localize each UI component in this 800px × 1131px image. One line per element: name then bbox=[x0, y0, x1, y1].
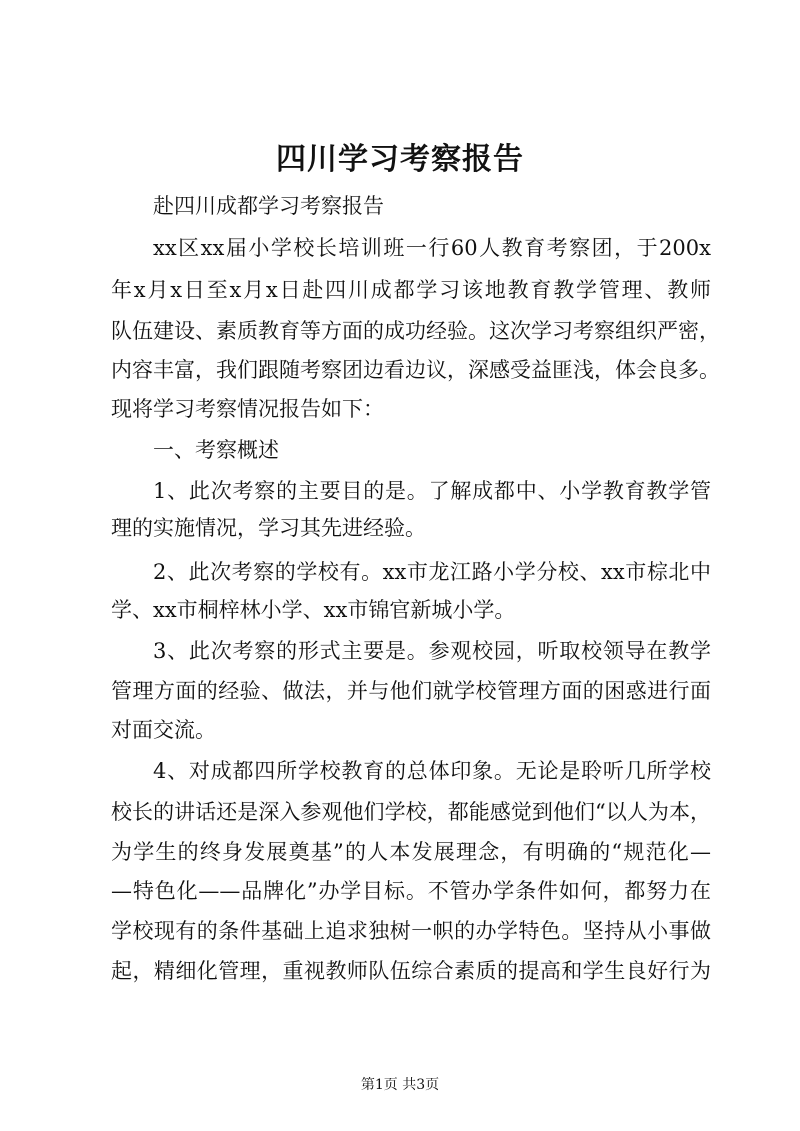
text-line: 赴四川成都学习考察报告 bbox=[153, 194, 384, 218]
document-title: 四川学习考察报告 bbox=[276, 142, 524, 177]
page-footer: 第1页 共3页 bbox=[360, 1077, 440, 1093]
text-line: 起，精细化管理，重视教师队伍综合素质的提高和学生良好行为 bbox=[111, 959, 711, 983]
text-line: 学、xx市桐梓林小学、xx市锦官新城小学。 bbox=[111, 598, 516, 622]
text-line: 管理方面的经验、做法，并与他们就学校管理方面的困惑进行面 bbox=[111, 679, 711, 703]
text-line: xx区xx届小学校长培训班一行60人教育考察团，于200x bbox=[153, 236, 711, 260]
text-line: 为学生的终身发展奠基”的人本发展理念，有明确的“规范化— bbox=[111, 840, 711, 864]
text-line: 队伍建设、素质教育等方面的成功经验。这次学习考察组织严密， bbox=[111, 319, 720, 343]
text-line: 3、此次考察的形式主要是。参观校园，听取校领导在教学 bbox=[153, 639, 711, 663]
text-line: —特色化——品牌化”办学目标。不管办学条件如何，都努力在 bbox=[111, 879, 711, 903]
text-line: 学校现有的条件基础上追求独树一帜的办学特色。坚持从小事做 bbox=[111, 919, 711, 943]
text-line: 年x月x日至x月x日赴四川成都学习该地教育教学管理、教师 bbox=[111, 278, 711, 302]
text-line: 校长的讲话还是深入参观他们学校，都能感觉到他们“以人为本， bbox=[111, 800, 711, 824]
text-line: 2、此次考察的学校有。xx市龙江路小学分校、xx市棕北中 bbox=[153, 560, 711, 584]
text-line: 内容丰富，我们跟随考察团边看边议，深感受益匪浅，体会良多。 bbox=[111, 358, 720, 382]
text-line: 对面交流。 bbox=[111, 718, 216, 742]
text-line: 理的实施情况，学习其先进经验。 bbox=[111, 516, 426, 540]
section-heading: 一、考察概述 bbox=[153, 438, 279, 462]
text-line: 4、对成都四所学校教育的总体印象。无论是聆听几所学校 bbox=[153, 759, 711, 783]
text-line: 1、此次考察的主要目的是。了解成都中、小学教育教学管 bbox=[153, 479, 711, 503]
text-line: 现将学习考察情况报告如下： bbox=[111, 397, 384, 421]
